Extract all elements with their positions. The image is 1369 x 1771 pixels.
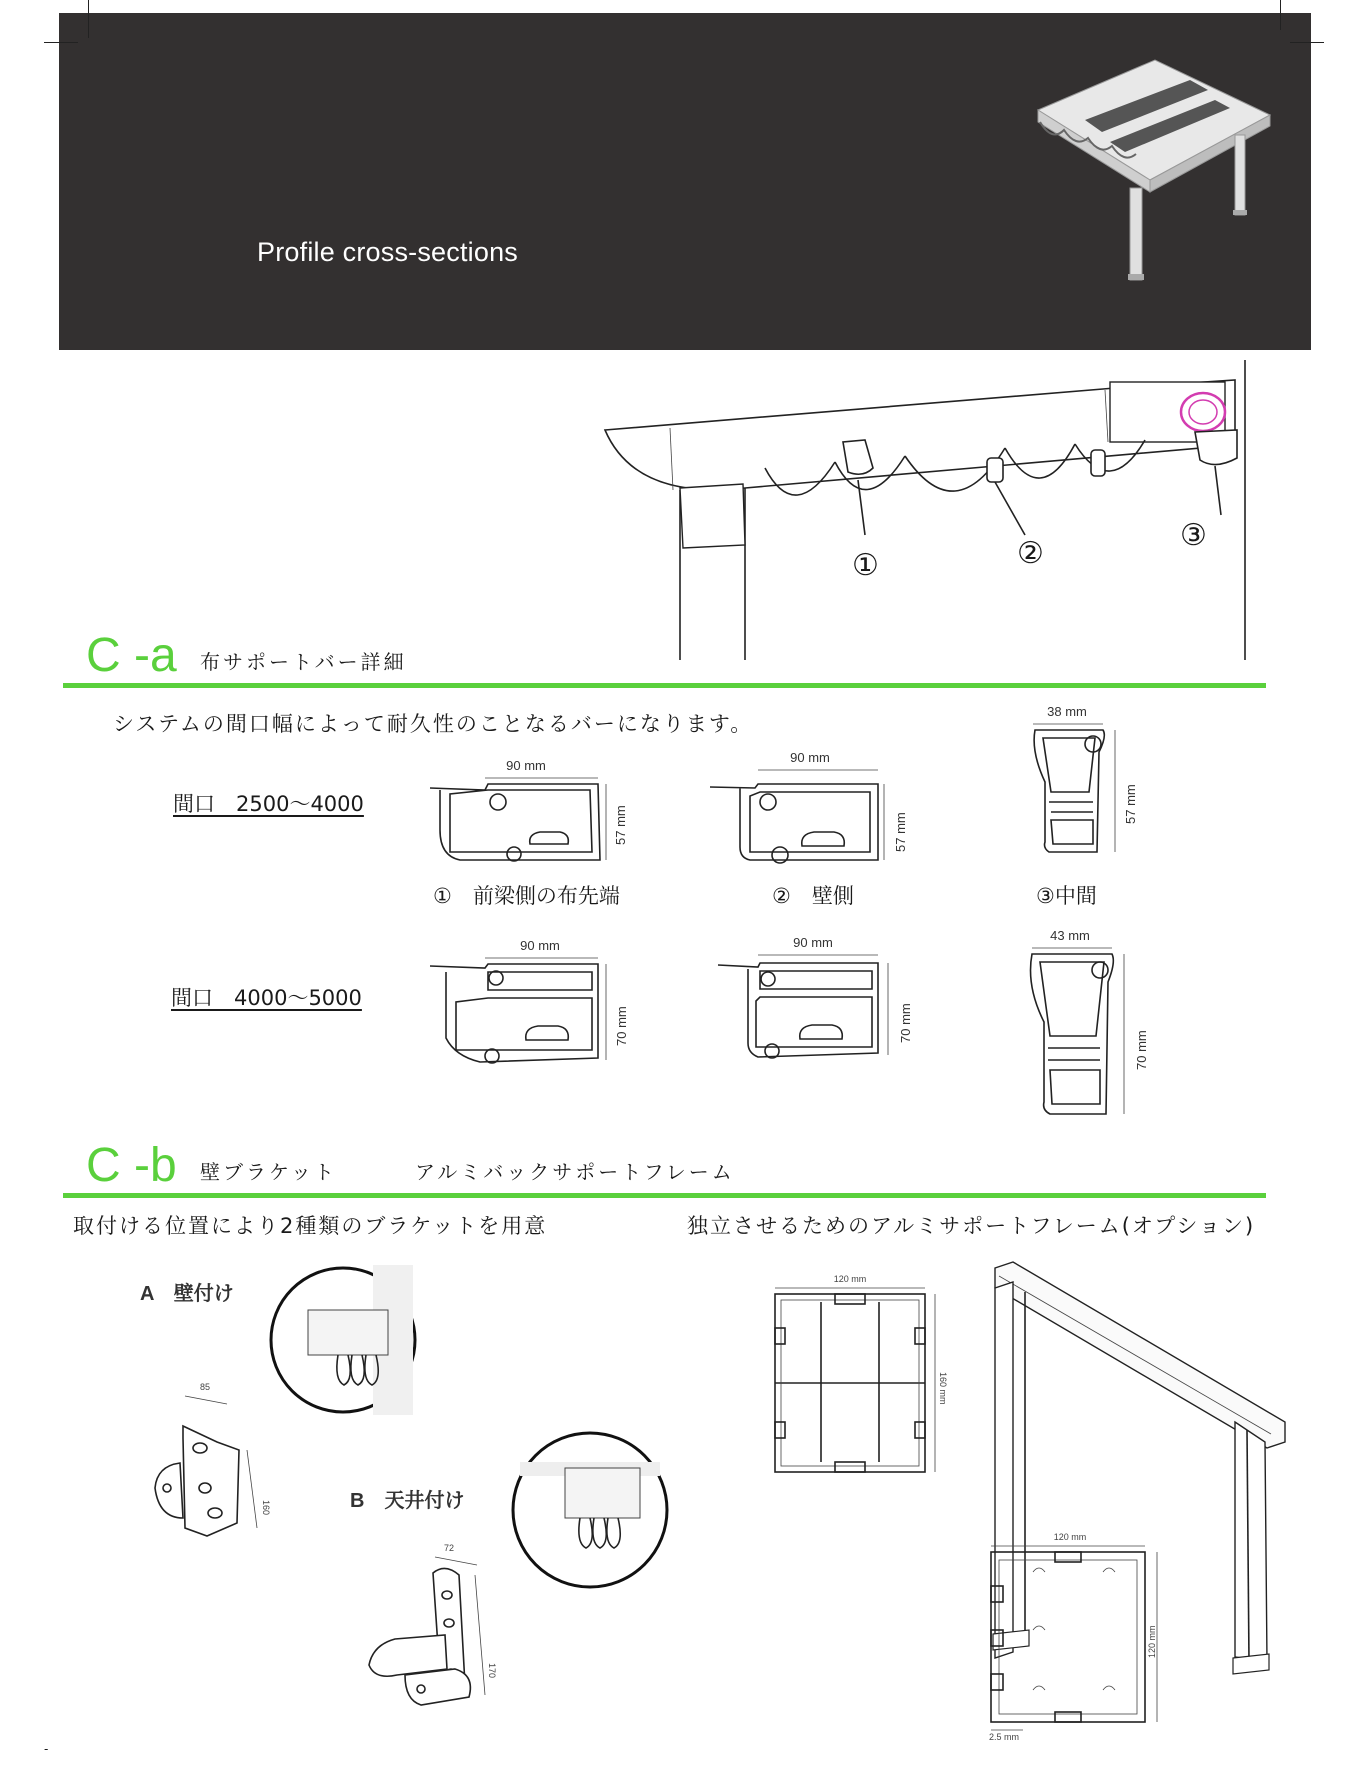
svg-text:120 mm: 120 mm [833,1274,867,1284]
beam-detail-drawing [595,360,1255,660]
svg-text:120 mm: 120 mm [1147,1625,1157,1658]
svg-text:70 mm: 70 mm [1134,1030,1149,1070]
bracket-a-label: A 壁付け [140,1283,234,1305]
bracket-a-drawing [145,1378,295,1558]
svg-text:160 mm: 160 mm [938,1372,948,1405]
svg-text:70 mm: 70 mm [614,1006,629,1046]
svg-text:90 mm: 90 mm [793,935,833,950]
svg-text:57 mm: 57 mm [613,805,628,845]
crop-mark [88,0,89,38]
profile-wall-70 [718,935,918,1075]
header-title: Profile cross-sections [257,237,518,267]
callout-2: ② [1017,536,1044,571]
crop-mark [1290,42,1324,43]
caption-middle: ③中間 [1036,884,1097,908]
svg-text:85: 85 [199,1382,211,1392]
bracket-b-drawing [365,1535,525,1715]
section-cb-desc-right: 独立させるためのアルミサポートフレーム(オプション) [687,1214,1256,1238]
svg-text:2.5 mm: 2.5 mm [989,1732,1020,1742]
bracket-b-detail-circle [510,1430,670,1590]
svg-text:90 mm: 90 mm [520,938,560,953]
crop-mark [44,42,78,43]
section-cb-title-right: アルミバックサポートフレーム [415,1160,735,1184]
profile-front-57 [430,760,630,870]
svg-text:38 mm: 38 mm [1047,704,1087,719]
svg-text:160: 160 [261,1500,271,1516]
svg-text:70 mm: 70 mm [898,1003,913,1043]
row2-size-label: 間口 4000～5000 [171,986,362,1010]
section-cb-title-left: 壁ブラケット [200,1160,337,1184]
crop-mark [1280,0,1281,30]
row1-size-label: 間口 2500～4000 [173,792,364,816]
svg-text:90 mm: 90 mm [506,758,546,773]
svg-text:57 mm: 57 mm [893,812,908,852]
svg-text:120 mm: 120 mm [1053,1532,1087,1542]
svg-text:57 mm: 57 mm [1123,784,1138,824]
frame-profile-160 [775,1272,955,1482]
svg-text:90 mm: 90 mm [790,750,830,765]
bracket-b-label: B 天井付け [350,1490,465,1512]
profile-front-70 [430,938,630,1078]
section-cb-desc-left: 取付ける位置により2種類のブラケットを用意 [73,1214,548,1238]
callout-3: ③ [1180,518,1207,553]
frame-profile-120 [975,1530,1175,1750]
caption-wall: ② 壁側 [772,884,854,908]
svg-text:72: 72 [443,1543,455,1553]
section-ca-title: 布サポートバー詳細 [200,650,407,674]
footer-mark: - [44,1742,49,1756]
caption-front: ① 前梁側の布先端 [433,884,620,908]
section-ca-letter: C -a [86,629,177,682]
profile-middle-70 [1020,926,1170,1126]
section-cb-letter: C -b [86,1139,177,1192]
section-ca-description: システムの間口幅によって耐久性のことなるバーになります。 [113,712,754,736]
section-cb-rule [63,1193,1266,1198]
svg-text:43 mm: 43 mm [1050,928,1090,943]
section-ca-rule [63,683,1266,688]
callout-1: ① [852,548,879,583]
profile-wall-57 [710,752,910,862]
svg-text:170: 170 [487,1663,497,1679]
pergola-illustration [1030,60,1280,290]
profile-middle-57 [1025,702,1165,862]
